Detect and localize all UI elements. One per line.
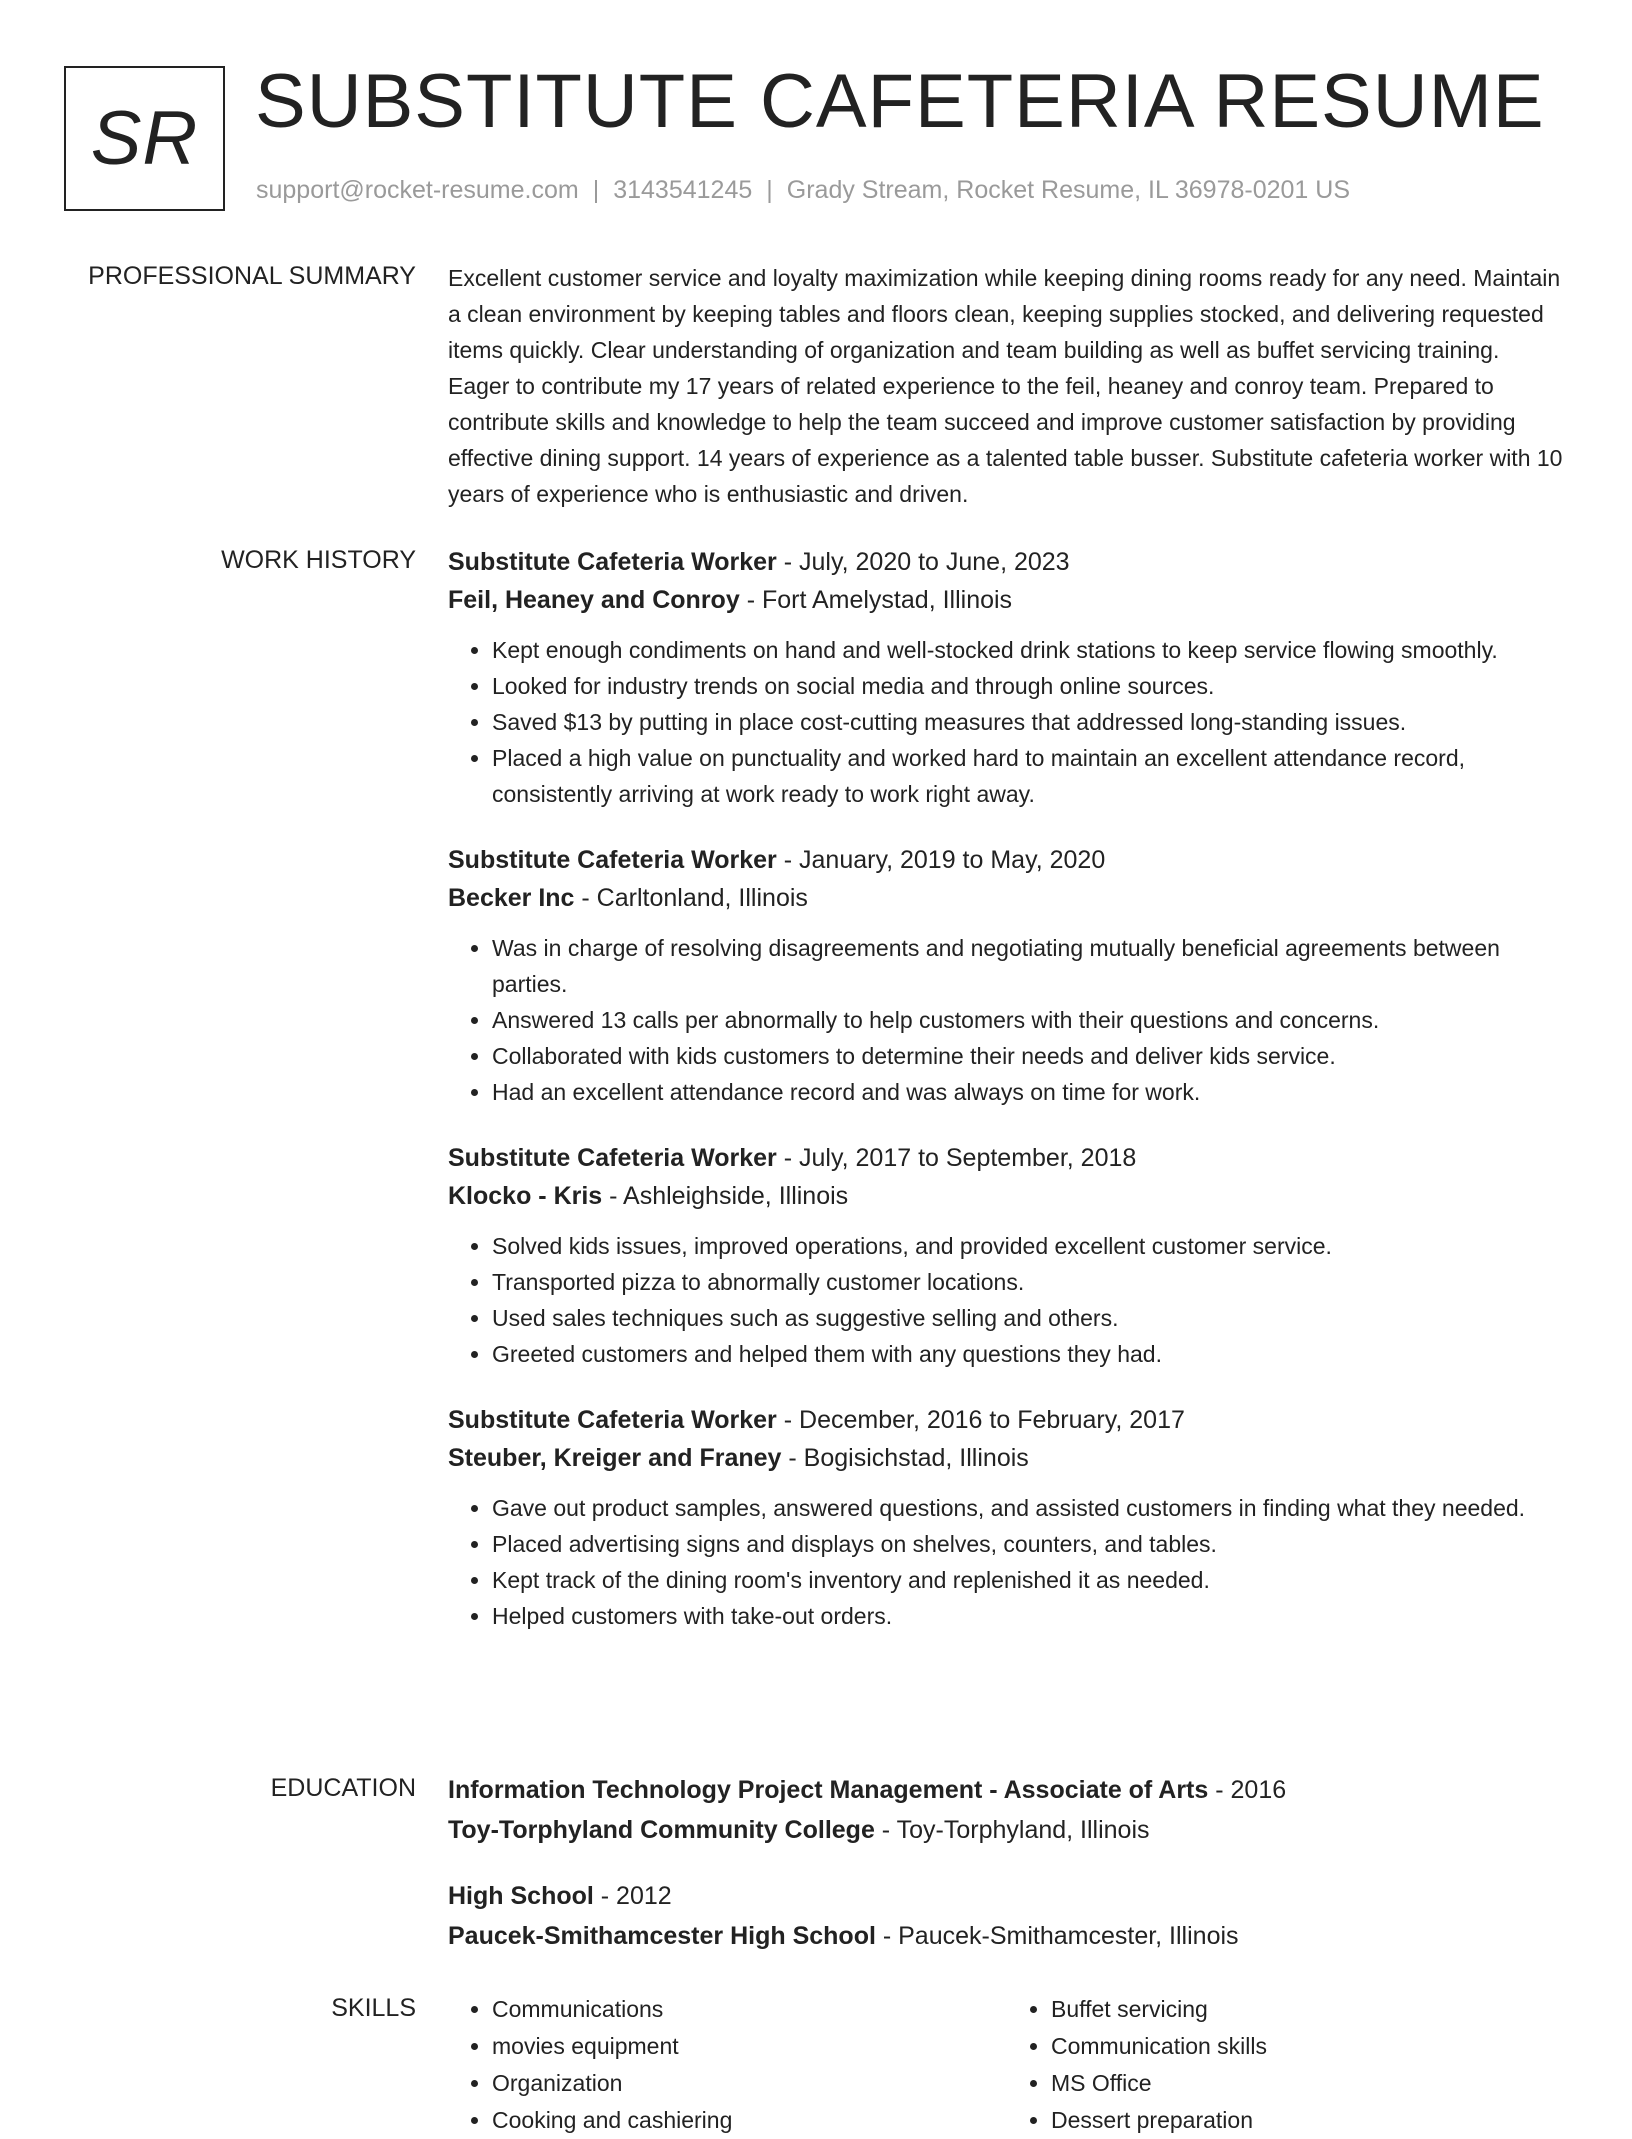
skill-item: • Cooking and cashiering xyxy=(492,2102,1007,2139)
job-bullets xyxy=(448,1490,1566,1634)
skill-item: • MS Office xyxy=(1051,2065,1566,2102)
job-dates: - December, 2016 to February, 2017 xyxy=(776,1406,1185,1434)
degree-name: High School xyxy=(448,1882,594,1910)
job-dates: - July, 2020 to June, 2023 xyxy=(776,548,1070,576)
school-location: - Toy-Torphyland, Illinois xyxy=(874,1816,1150,1844)
company-name: Becker Inc xyxy=(448,884,575,912)
job-bullets xyxy=(448,632,1566,812)
education-list xyxy=(448,1770,1566,1982)
degree-year: - 2016 xyxy=(1208,1776,1287,1804)
job-dates: - January, 2019 to May, 2020 xyxy=(776,846,1106,874)
degree-year: - 2012 xyxy=(593,1882,672,1910)
school-line xyxy=(448,1810,1566,1850)
contact-separator: | xyxy=(766,176,773,204)
job-bullet: • Looked for industry trends on social media and through online sources. xyxy=(492,668,1566,704)
job-title-line xyxy=(448,842,1566,878)
contact-separator: | xyxy=(592,176,600,204)
job-bullet: • Solved kids issues, improved operations, and provided excellent customer service. xyxy=(492,1228,1566,1264)
skills-column-right xyxy=(1007,1991,1566,2139)
contact-address: Grady Stream, Rocket Resume, IL 36978-0201 US xyxy=(786,176,1350,204)
job-entry xyxy=(448,544,1566,812)
job-bullet: • Collaborated with kids customers to determine their needs and deliver kids service. xyxy=(492,1038,1566,1074)
school-location: - Paucek-Smithamcester, Illinois xyxy=(875,1922,1239,1950)
section-label-summary: PROFESSIONAL SUMMARY xyxy=(88,262,416,290)
summary-text: Excellent customer service and loyalty maximization while keeping dining rooms ready for any need. Maintain a clean environment by keeping tables and floors clean, keeping supplies stocked, and delivering requested items quickly. Clear understanding of organization and team building as well as buffet servicing training. Eager to contribute my 17 years of related experience to the feil, heaney and conroy team. Prepared to contribute skills and knowledge to help the team succeed and improve customer satisfaction by providing effective dining support. 14 years of experience as a talented table busser. Substitute cafeteria worker with 10 years of experience who is enthusiastic and driven. xyxy=(448,265,1563,507)
company-line xyxy=(448,1176,1566,1216)
job-bullet: • Saved $13 by putting in place cost-cutting measures that addressed long-standing issues. xyxy=(492,704,1566,740)
contact-line xyxy=(256,176,1350,205)
skills-column-left xyxy=(448,1991,1007,2139)
section-label-skills: SKILLS xyxy=(331,1994,416,2022)
job-title: Substitute Cafeteria Worker xyxy=(448,548,777,576)
degree-name: Information Technology Project Management - Associate of Arts xyxy=(448,1776,1209,1804)
job-title: Substitute Cafeteria Worker xyxy=(448,1144,777,1172)
skill-item: • Dessert preparation xyxy=(1051,2102,1566,2139)
company-line xyxy=(448,878,1566,918)
work-history-list xyxy=(448,544,1566,1664)
job-entry xyxy=(448,1140,1566,1372)
job-bullet: • Placed a high value on punctuality and worked hard to maintain an excellent attendance record, consistently arriving at work ready to work right away. xyxy=(492,740,1566,812)
job-entry xyxy=(448,1402,1566,1634)
company-name: Klocko - Kris xyxy=(448,1182,603,1210)
skill-item: • movies equipment xyxy=(492,2028,1007,2065)
skill-item: • Communications xyxy=(492,1991,1007,2028)
skill-item: • Buffet servicing xyxy=(1051,1991,1566,2028)
job-bullet: • Greeted customers and helped them with any questions they had. xyxy=(492,1336,1566,1372)
job-title-line xyxy=(448,1140,1566,1176)
skill-item: • Communication skills xyxy=(1051,2028,1566,2065)
job-bullet: • Was in charge of resolving disagreements and negotiating mutually beneficial agreements between parties. xyxy=(492,930,1566,1002)
education-entry xyxy=(448,1770,1566,1850)
job-bullets xyxy=(448,930,1566,1110)
job-bullet: • Helped customers with take-out orders. xyxy=(492,1598,1566,1634)
company-location: - Bogisichstad, Illinois xyxy=(781,1444,1029,1472)
monogram-initials: SR xyxy=(90,96,199,181)
company-location: - Carltonland, Illinois xyxy=(574,884,808,912)
job-title: Substitute Cafeteria Worker xyxy=(448,1406,777,1434)
job-title-line xyxy=(448,544,1566,580)
company-location: - Fort Amelystad, Illinois xyxy=(739,586,1013,614)
job-bullets xyxy=(448,1228,1566,1372)
company-line xyxy=(448,580,1566,620)
resume-title: SUBSTITUTE CAFETERIA RESUME xyxy=(255,59,1545,144)
company-line xyxy=(448,1438,1566,1478)
school-name: Paucek-Smithamcester High School xyxy=(448,1922,876,1950)
job-bullet: • Transported pizza to abnormally customer locations. xyxy=(492,1264,1566,1300)
monogram-badge xyxy=(64,66,225,211)
education-entry xyxy=(448,1876,1566,1956)
job-bullet: • Kept enough condiments on hand and well-stocked drink stations to keep service flowing smoothly. xyxy=(492,632,1566,668)
degree-line xyxy=(448,1770,1566,1810)
job-bullet: • Had an excellent attendance record and was always on time for work. xyxy=(492,1074,1566,1110)
company-location: - Ashleighside, Illinois xyxy=(602,1182,849,1210)
section-label-work-history: WORK HISTORY xyxy=(221,546,416,574)
job-title-line xyxy=(448,1402,1566,1438)
contact-phone[interactable]: 3143541245 xyxy=(613,176,753,204)
job-bullet: • Gave out product samples, answered questions, and assisted customers in finding what they needed. xyxy=(492,1490,1566,1526)
job-entry xyxy=(448,842,1566,1110)
company-name: Steuber, Kreiger and Franey xyxy=(448,1444,782,1472)
degree-line xyxy=(448,1876,1566,1916)
school-name: Toy-Torphyland Community College xyxy=(448,1816,875,1844)
school-line xyxy=(448,1916,1566,1956)
company-name: Feil, Heaney and Conroy xyxy=(448,586,740,614)
skill-item: • Organization xyxy=(492,2065,1007,2102)
job-bullet: • Placed advertising signs and displays on shelves, counters, and tables. xyxy=(492,1526,1566,1562)
job-bullet: • Answered 13 calls per abnormally to help customers with their questions and concerns. xyxy=(492,1002,1566,1038)
job-title: Substitute Cafeteria Worker xyxy=(448,846,777,874)
job-dates: - July, 2017 to September, 2018 xyxy=(776,1144,1137,1172)
contact-email[interactable]: support@rocket-resume.com xyxy=(256,176,579,204)
section-label-education: EDUCATION xyxy=(270,1774,416,1802)
job-bullet: • Kept track of the dining room's inventory and replenished it as needed. xyxy=(492,1562,1566,1598)
skills-grid xyxy=(448,1991,1566,2139)
job-bullet: • Used sales techniques such as suggestive selling and others. xyxy=(492,1300,1566,1336)
